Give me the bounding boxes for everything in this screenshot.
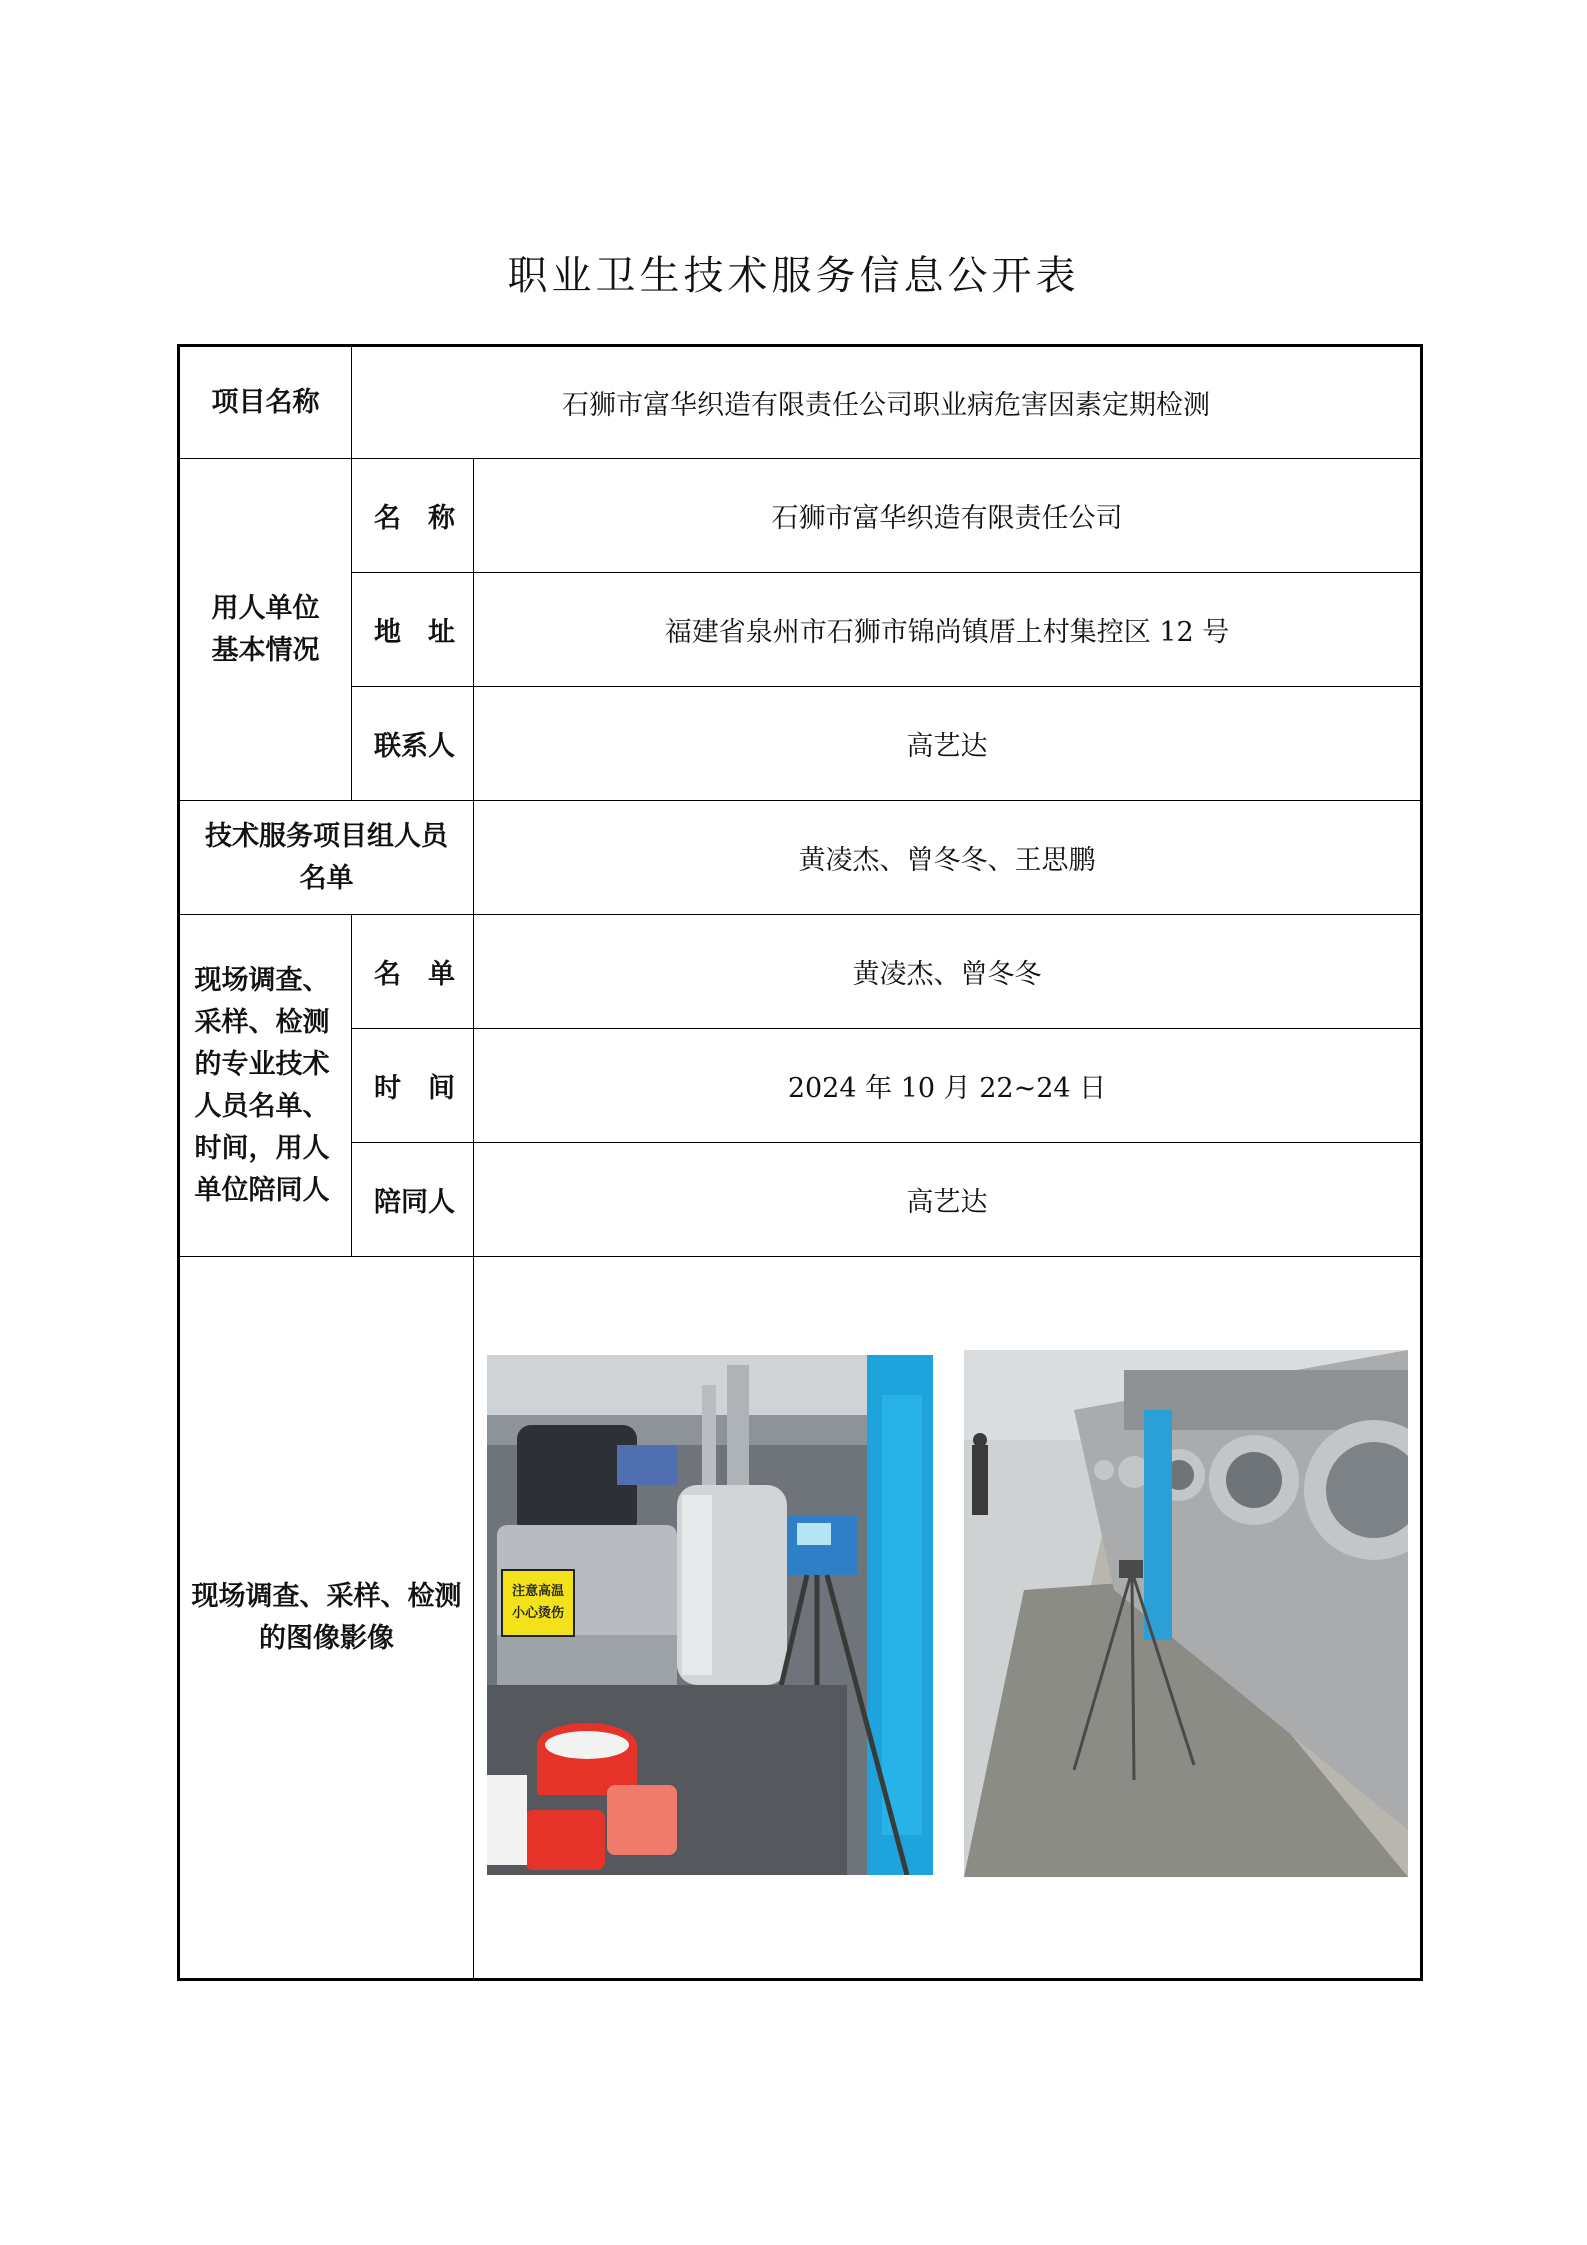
team-label [179, 801, 474, 915]
row-employer-address [179, 573, 1422, 687]
row-images [179, 1257, 1422, 1980]
photo-boiler-sampling-image [487, 1355, 933, 1875]
employer-address-label: 地 址 [352, 573, 474, 687]
warning-sign-text: 注意高温 [511, 1584, 565, 1599]
photo-machines-sampling-image [964, 1350, 1408, 1877]
survey-list-label: 名 单 [352, 915, 474, 1029]
svg-text:小心烫伤: 小心烫伤 [511, 1606, 565, 1621]
survey-list-value: 黄凌杰、曾冬冬 [474, 915, 1422, 1029]
images-label [179, 1257, 474, 1980]
employer-address-value: 福建省泉州市石狮市锦尚镇厝上村集控区 12 号 [474, 573, 1422, 687]
page-title: 职业卫生技术服务信息公开表 [507, 253, 1080, 299]
info-table [177, 344, 1423, 1981]
project-value: 石狮市富华织造有限责任公司职业病危害因素定期检测 [352, 346, 1422, 459]
team-value: 黄凌杰、曾冬冬、王思鹏 [474, 801, 1422, 915]
row-survey-list [179, 915, 1422, 1029]
employer-label-text: 用人单位基本情况 [211, 592, 320, 666]
photo-boiler-sampling [487, 1355, 933, 1875]
survey-escort-value: 高艺达 [474, 1143, 1422, 1257]
team-label-text: 技术服务项目组人员名单 [205, 820, 448, 894]
photo-machines-sampling [964, 1350, 1408, 1877]
project-label: 项目名称 [179, 346, 352, 459]
survey-label [179, 915, 352, 1257]
survey-time-value: 2024 年 10 月 22~24 日 [474, 1029, 1422, 1143]
employer-name-label: 名 称 [352, 459, 474, 573]
row-team [179, 801, 1422, 915]
employer-name-value: 石狮市富华织造有限责任公司 [474, 459, 1422, 573]
employer-contact-label: 联系人 [352, 687, 474, 801]
row-survey-escort [179, 1143, 1422, 1257]
survey-label-text: 现场调查、采样、检测的专业技术人员名单、时间，用人单位陪同人 [194, 964, 330, 1206]
row-employer-contact [179, 687, 1422, 801]
employer-label [179, 459, 352, 801]
row-project [179, 346, 1422, 459]
row-employer-name [179, 459, 1422, 573]
images-label-text: 现场调查、采样、检测的图像影像 [191, 1580, 462, 1654]
survey-time-label: 时 间 [352, 1029, 474, 1143]
row-survey-time [179, 1029, 1422, 1143]
employer-contact-value: 高艺达 [474, 687, 1422, 801]
images-cell [474, 1257, 1422, 1980]
survey-escort-label: 陪同人 [352, 1143, 474, 1257]
